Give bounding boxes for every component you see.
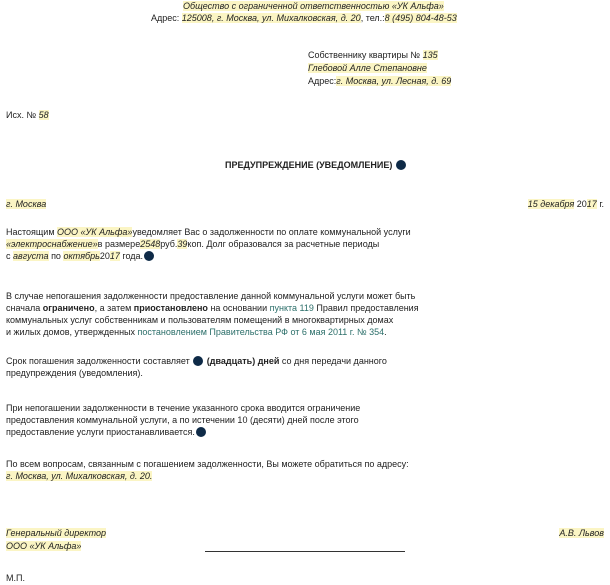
document-title xyxy=(225,160,407,172)
year-prefix: 20 xyxy=(576,199,587,209)
paragraph-contact xyxy=(6,459,601,483)
decree-link[interactable]: постановлением Правительства РФ от 6 мая 2011 г. № 354 xyxy=(137,326,385,337)
period-to: октябрь xyxy=(63,250,100,261)
p4-text: предоставления коммунальной услуги, а по истечении 10 (десяти) дней после этого xyxy=(6,414,359,425)
recipient-address-label: Адрес: xyxy=(308,76,337,86)
p2-text: сначала xyxy=(6,302,43,313)
paragraph-deadline xyxy=(6,356,601,380)
recipient-name: Глебовой Алле Степановне xyxy=(308,63,427,73)
stamp-text: М.П. xyxy=(6,573,25,583)
recipient-address: г. Москва, ул. Лесная, д. 69 xyxy=(336,76,452,86)
ref-number-line xyxy=(6,110,49,122)
p1-text: по xyxy=(48,250,64,261)
p2-text: и жилых домов, утвержденных xyxy=(6,326,138,337)
signature-line xyxy=(205,551,405,552)
year-tail: г. xyxy=(596,199,604,209)
city xyxy=(6,199,46,211)
p3-text: Срок погашения задолженности составляет xyxy=(6,356,193,366)
p2-text: коммунальных услуг собственникам и пользователям помещений в многоквартирных домах xyxy=(6,314,394,325)
director-name: А.В. Львов xyxy=(559,528,604,538)
p2-text: Правил предоставления xyxy=(313,302,419,313)
paragraph-debt xyxy=(6,227,601,263)
p1-text: года. xyxy=(119,250,144,261)
rule-link[interactable]: пункта 119 xyxy=(269,302,314,313)
year-suffix: 17 xyxy=(586,199,597,209)
recipient-label: Собственнику квартиры № xyxy=(308,50,421,60)
org-name: ООО «УК Альфа» xyxy=(57,227,133,237)
p1-text: руб. xyxy=(160,238,178,249)
stamp-place xyxy=(6,573,25,585)
p2-suspended: приостановлено xyxy=(133,302,208,313)
p4-text: При непогашении задолженности в течение указанного срока вводится ограничение xyxy=(6,403,361,413)
date-text: 15 декабря xyxy=(527,199,575,209)
p1-year-suffix: 17 xyxy=(109,250,120,261)
p3-text: со дня передачи данного xyxy=(279,356,387,366)
city-text: г. Москва xyxy=(6,199,47,209)
date xyxy=(528,199,604,211)
p4-text: предоставление услуги приостанавливается. xyxy=(6,426,195,437)
p2-text: на основании xyxy=(207,302,270,313)
company-address: 125008, г. Москва, ул. Михалковская, д. 20 xyxy=(181,13,361,23)
period-from: августа xyxy=(13,250,49,261)
info-dot-icon[interactable] xyxy=(144,251,154,261)
p2-text: В случае непогашения задолженности предоставление данной коммунальной услуги может быть xyxy=(6,291,416,301)
address-label: Адрес: xyxy=(151,13,180,23)
p1-year-prefix: 20 xyxy=(99,250,110,261)
company-phone: 8 (495) 804-48-53 xyxy=(384,13,457,23)
p1-text: коп. Долг образовался за расчетные периоды xyxy=(187,238,380,249)
signature-position xyxy=(6,528,106,540)
signature-org xyxy=(6,541,81,553)
title-text: ПРЕДУПРЕЖДЕНИЕ (УВЕДОМЛЕНИЕ) xyxy=(225,160,393,170)
paragraph-consequences xyxy=(6,291,601,339)
company-header xyxy=(183,1,444,13)
ref-label: Исх. № xyxy=(6,110,37,120)
p3-days: (двадцать) дней xyxy=(206,356,280,366)
service-name: «электроснабжение» xyxy=(6,238,98,249)
p2-limited: ограничено xyxy=(42,302,95,313)
p2-text: , а затем xyxy=(94,302,134,313)
position-text: Генеральный директор xyxy=(6,528,107,538)
amount-rub: 2548 xyxy=(140,238,161,249)
info-dot-icon[interactable] xyxy=(193,356,203,366)
recipient-line-1 xyxy=(308,50,438,62)
ref-number: 58 xyxy=(38,110,49,120)
p1-text: уведомляет Вас о задолженности по оплате коммунальной услуги xyxy=(132,227,411,237)
p3-text: предупреждения (уведомления). xyxy=(6,367,143,378)
signature-org-text: ООО «УК Альфа» xyxy=(6,541,82,551)
company-name: Общество с ограниченной ответственностью «УК Альфа» xyxy=(183,1,444,11)
p1-text: в размере xyxy=(97,238,141,249)
info-dot-icon[interactable] xyxy=(396,160,406,170)
amount-kop: 39 xyxy=(177,238,188,249)
signature-name xyxy=(559,528,604,540)
recipient-line-3 xyxy=(308,76,451,88)
p2-text: . xyxy=(384,326,387,337)
info-dot-icon[interactable] xyxy=(196,427,206,437)
phone-label: , тел.: xyxy=(360,13,385,23)
contact-address: г. Москва, ул. Михалковская, д. 20. xyxy=(6,470,153,481)
p5-text: По всем вопросам, связанным с погашением задолженности, Вы можете обратиться по адресу: xyxy=(6,459,409,469)
p1-text: Настоящим xyxy=(6,227,58,237)
recipient-line-2 xyxy=(308,63,427,75)
p1-text: с xyxy=(6,250,14,261)
paragraph-restriction xyxy=(6,403,601,439)
apartment-number: 135 xyxy=(422,50,438,60)
company-address-line xyxy=(151,13,457,25)
